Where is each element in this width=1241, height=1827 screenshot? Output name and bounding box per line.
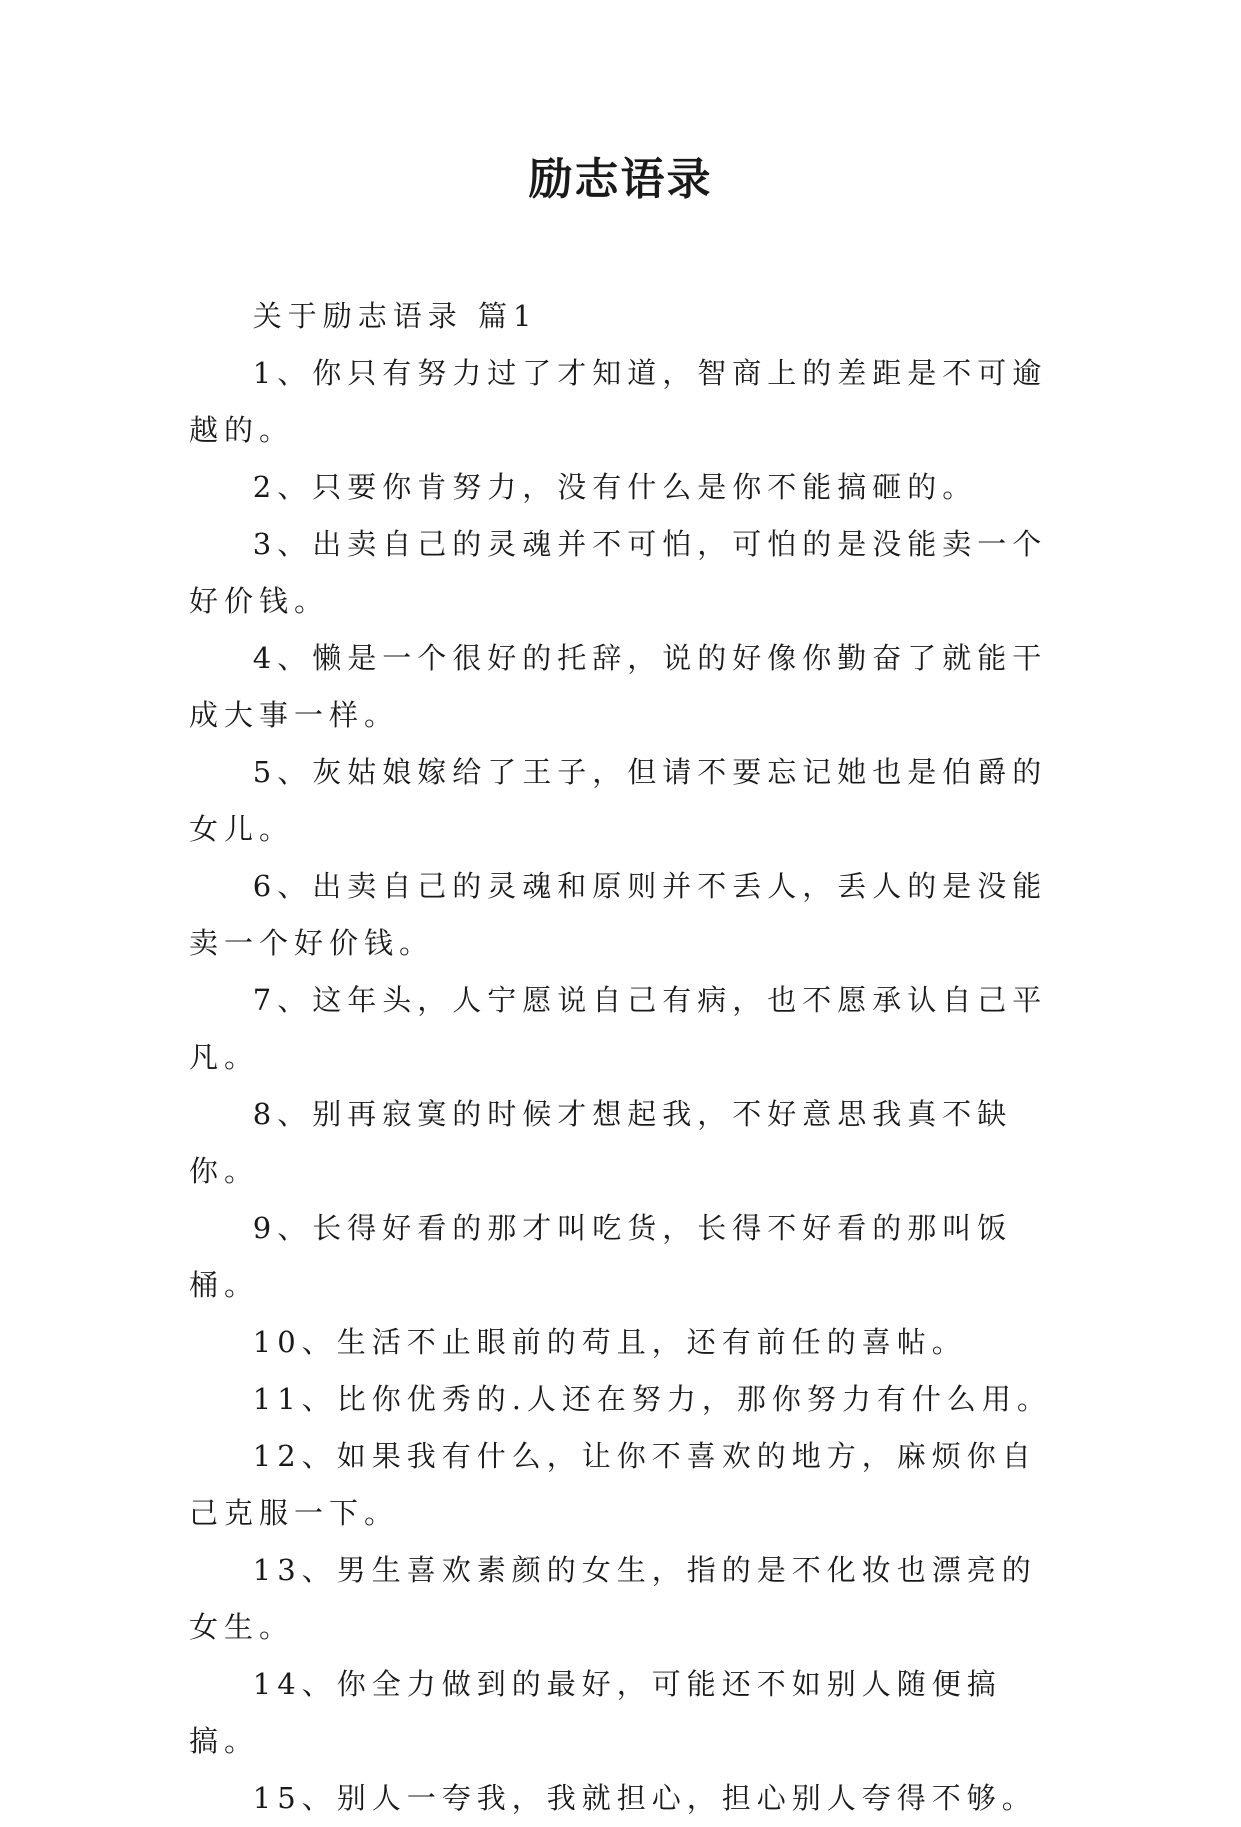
quote-item-14: 14、你全力做到的最好，可能还不如别人随便搞搞。	[189, 1667, 1002, 1758]
quote-item-10: 10、生活不止眼前的苟且，还有前任的喜帖。	[252, 1325, 967, 1359]
quote-item-2: 2、只要你肯努力，没有什么是你不能搞砸的。	[252, 470, 978, 504]
quote-item-8: 8、别再寂寞的时候才想起我，不好意思我真不缺你。	[189, 1097, 1013, 1188]
quote-item-15: 15、别人一夸我，我就担心，担心别人夸得不够。	[252, 1781, 1037, 1815]
quote-item-1: 1、你只有努力过了才知道，智商上的差距是不可逾越的。	[189, 356, 1048, 447]
quote-item-5: 5、灰姑娘嫁给了王子，但请不要忘记她也是伯爵的女儿。	[189, 755, 1048, 846]
quote-item-12: 12、如果我有什么，让你不喜欢的地方，麻烦你自己克服一下。	[189, 1439, 1037, 1530]
quote-item-6: 6、出卖自己的灵魂和原则并不丢人，丢人的是没能卖一个好价钱。	[189, 869, 1048, 960]
quote-item-13: 13、男生喜欢素颜的女生，指的是不化妆也漂亮的女生。	[189, 1553, 1037, 1644]
quote-item-4: 4、懒是一个很好的托辞，说的好像你勤奋了就能干成大事一样。	[189, 641, 1048, 732]
section-heading: 关于励志语录 篇1	[252, 299, 538, 333]
document-title: 励志语录	[528, 154, 713, 205]
quote-item-9: 9、长得好看的那才叫吃货，长得不好看的那叫饭桶。	[189, 1211, 1013, 1302]
quote-item-11: 11、比你优秀的.人还在努力，那你努力有什么用。	[252, 1382, 1052, 1416]
document-body	[189, 288, 1069, 1827]
quote-item-3: 3、出卖自己的灵魂并不可怕，可怕的是没能卖一个好价钱。	[189, 527, 1048, 618]
quote-item-7: 7、这年头，人宁愿说自己有病，也不愿承认自己平凡。	[189, 983, 1048, 1074]
